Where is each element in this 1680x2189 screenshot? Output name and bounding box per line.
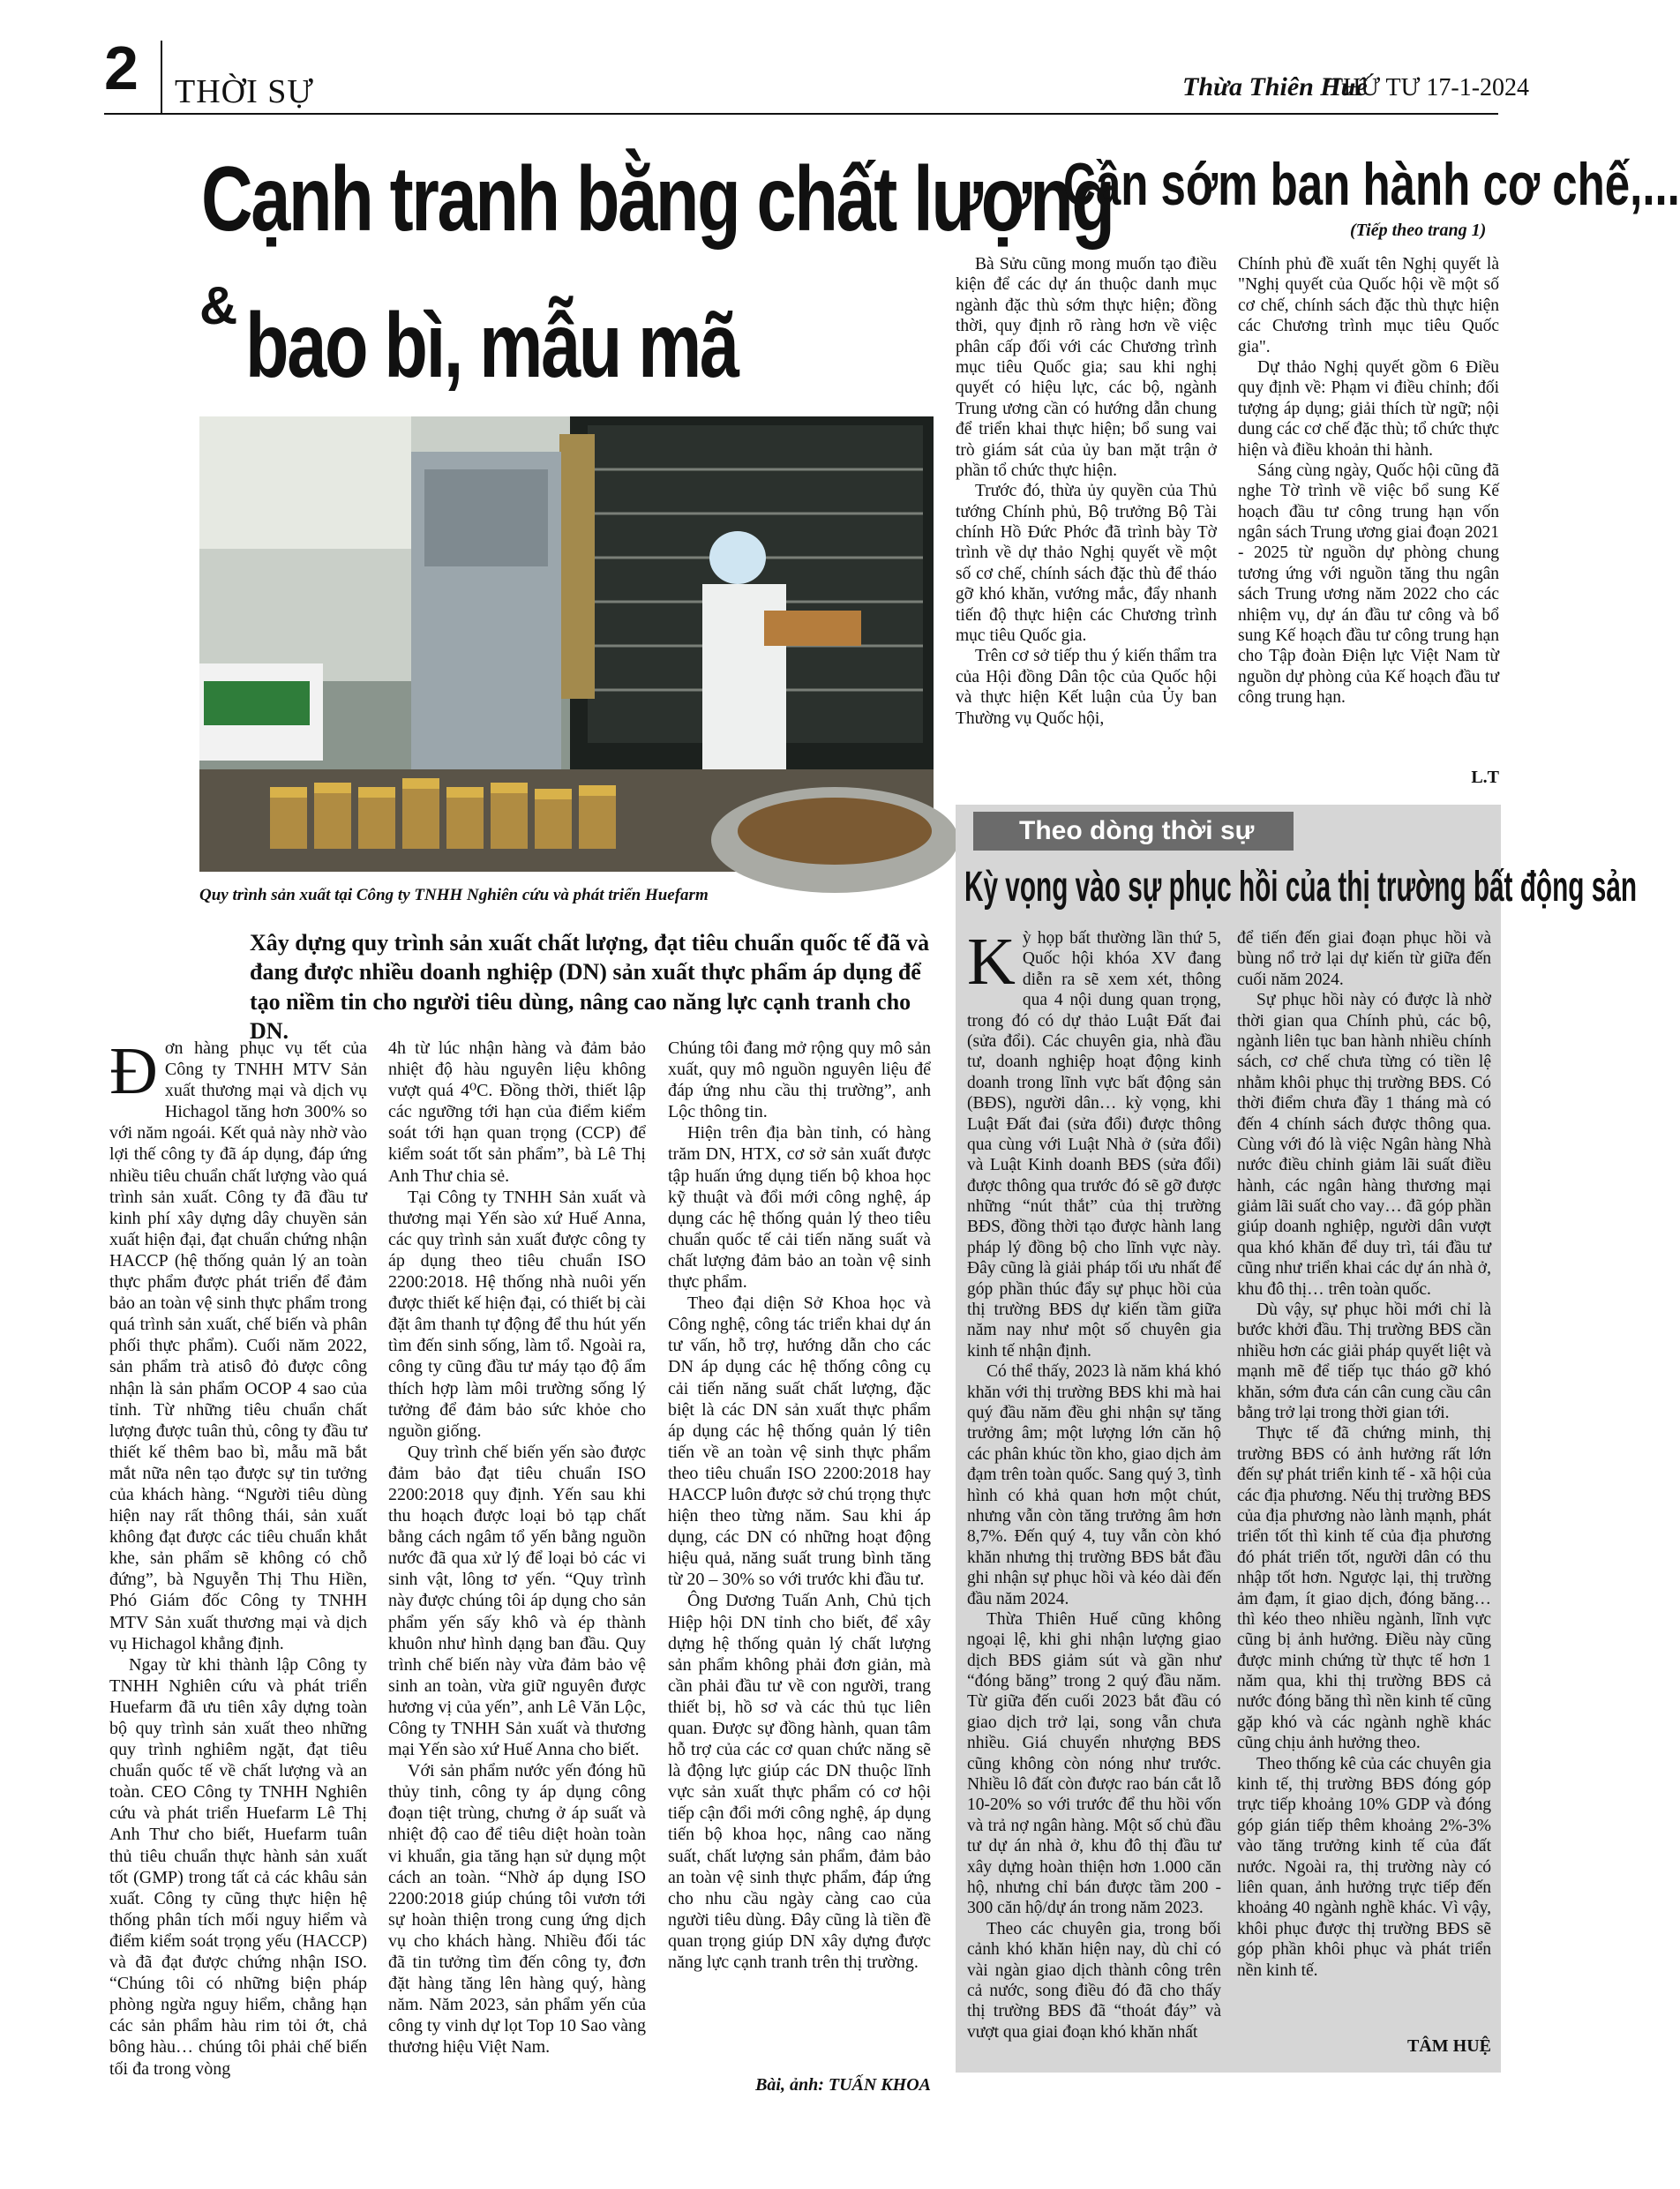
main-column-1: [109, 1034, 367, 2080]
continued-note: (Tiếp theo trang 1): [1350, 221, 1487, 240]
main-headline-line1: Cạnh tranh bằng chất lượng: [201, 148, 1114, 251]
production-photo: [199, 416, 934, 872]
main-column-3: [668, 1038, 931, 1973]
paragraph: Hiện trên địa bàn tỉnh, có hàng trăm DN, HTX, cơ sở sản xuất được tập huấn ứng dụng tiến bộ khoa học kỹ thuật và đổi mới công nghệ, áp dụng các hệ thống quản lý theo tiêu chuẩn quốc tế cải tiến năng suất và chất lượng đảm bảo an toàn vệ sinh thực phẩm.: [668, 1123, 931, 1293]
paragraph: Có thể thấy, 2023 là năm khá khó khăn với thị trường BĐS khi mà hai quý đầu năm đều ghi nhận sự tăng trưởng âm; một lượng lớn căn hộ các phân khúc tồn kho, giao dịch ảm đạm trên toàn quốc. Sang quý 3, tình hình có khả quan hơn một chút, nhưng vẫn còn tăng trưởng âm hơn 8,7%. Đến quý 4, tuy vẫn còn khó khăn nhưng thị trường BĐS bắt đầu ghi nhận sự phục hồi và kéo dài đến đầu năm 2024.: [967, 1362, 1221, 1608]
main-headline-line2: bao bì, mẫu mã: [245, 295, 738, 397]
article-lead: Xây dựng quy trình sản xuất chất lượng, đạt tiêu chuẩn quốc tế đã và đang được nhiều doanh nghiệp (DN) sản xuất thực phẩm áp dụng để tạo niềm tin cho người tiêu dùng, nâng cao năng lực cạnh tranh cho DN.: [250, 930, 930, 1044]
paragraph: Quy trình chế biến yến sào được đảm bảo đạt tiêu chuẩn ISO 2200:2018 quy định. Yến sau khi thu hoạch được loại bỏ tạp chất bằng cách ngâm tổ yến bằng nguồn nước đã qua xử lý để loại bỏ các vi sinh vật, lông tơ yến. “Quy trình này được chúng tôi áp dụng cho sản phẩm yến sấy khô và ép thành khuôn như hình dạng ban đầu. Quy trình chế biến này vừa đảm bảo vệ sinh an toàn, vừa giữ nguyên được hương vị của yến”, anh Lê Văn Lộc, Công ty TNHH Sản xuất và thương mại Yến sào xứ Huế Anna cho biết.: [388, 1442, 646, 1760]
paragraph: Sự phục hồi này có được là nhờ thời gian qua Chính phủ, các bộ, ngành liên tục ban hành nhiều chính sách, cơ chế chưa từng có tiền lệ nhằm khôi phục thị trường BĐS. Có thời điểm chưa đầy 1 tháng mà có đến 4 chính sách được thông qua. Cùng với đó là việc Ngân hàng Nhà nước điều chỉnh giảm lãi suất điều hành, các ngân hàng thương mại giảm lãi suất cho vay… đã góp phần giúp doanh nghiệp, người dân vượt qua khó khăn để duy trì, tái đầu tư cũng như triển khai các dự án nhà ở, khu đô thị… trên toàn quốc.: [1237, 991, 1491, 1299]
main-column-2: [388, 1038, 646, 2058]
paragraph: Trên cơ sở tiếp thu ý kiến thẩm tra của Hội đồng Dân tộc của Quốc hội và thực hiện Kết luận của Ủy ban Thường vụ Quốc hội,: [956, 647, 1217, 728]
right-article-column-2: [1238, 254, 1499, 708]
right-article-byline: L.T: [1471, 768, 1499, 787]
paragraph: Trước đó, thừa ủy quyền của Thủ tướng Chính phủ, Bộ trưởng Bộ Tài chính Hồ Đức Phớc đã trình bày Tờ trình về dự thảo Nghị quyết về một số cơ chế, chính sách đặc thù để tháo gỡ khó khăn, vướng mắc, đẩy nhanh tiến độ thực hiện các Chương trình mục tiêu Quốc gia.: [956, 482, 1217, 646]
paragraph: Thừa Thiên Huế cũng không ngoại lệ, khi ghi nhận lượng giao dịch BĐS giảm sút và gần như “đóng băng” trong 2 quý đầu năm. Từ giữa đến cuối 2023 bắt đầu có giao dịch trở lại, song vẫn chưa nhiều. Giá chuyển nhượng BĐS cũng không còn nóng như trước. Nhiều lô đất còn được rao bán cắt lỗ 10-20% so với trước để thu hồi vốn và trả nợ ngân hàng. Một số chủ đầu tư dự án nhà ở, khu đô thị đầu tư xây dựng hoàn thiện hơn 1.000 căn hộ, nhưng chỉ bán được tầm 200 - 300 căn hộ/dự án trong năm 2023.: [967, 1609, 1221, 1918]
main-byline: Bài, ảnh: TUẤN KHOA: [755, 2075, 931, 2095]
page-number: 2: [104, 34, 139, 102]
right-article-headline: Cần sớm ban hành cơ chế,...: [1063, 151, 1680, 218]
header-rule: [104, 113, 1498, 115]
issue-date: THỨ TƯ 17-1-2024: [1328, 74, 1530, 101]
paragraph: 4h từ lúc nhận hàng và đảm bảo nhiệt độ hàu nguyên liệu không vượt quá 4⁰C. Đồng thời, thiết lập các ngưỡng tới hạn của điểm kiểm soát tới hạn quan trọng (CCP) để kiểm soát tốt sản phẩm”, bà Lê Thị Anh Thư chia sẻ.: [388, 1038, 646, 1186]
section-name: THỜI SỰ: [175, 73, 314, 110]
paragraph: Chúng tôi đang mở rộng quy mô sản xuất, quy mô nguồn nguyên liệu để đáp ứng nhu cầu thị trường”, anh Lộc thông tin.: [668, 1038, 931, 1122]
paragraph: Sáng cùng ngày, Quốc hội cũng đã nghe Tờ trình về việc bổ sung Kế hoạch đầu tư công trung hạn vốn ngân sách Trung ương giai đoạn 2021 - 2025 từ nguồn dự phòng chung tương ứng với nguồn tăng thu ngân sách Trung ương năm 2022 cho các nhiệm vụ, dự án đầu tư công và bổ sung Kế hoạch đầu tư công trung hạn cho Tập đoàn Điện lực Việt Nam từ nguồn dự phòng của Kế hoạch đầu tư công trung hạn.: [1238, 461, 1499, 708]
paragraph: Chính phủ đề xuất tên Nghị quyết là "Nghị quyết của Quốc hội về một số cơ chế, chính sách đặc thù thực hiện các Chương trình mục tiêu Quốc gia".: [1238, 255, 1499, 356]
commentary-byline: TÂM HUỆ: [1407, 2036, 1491, 2056]
paragraph: Dù vậy, sự phục hồi mới chỉ là bước khởi đầu. Thị trường BĐS cần nhiều hơn các giải pháp quyết liệt và mạnh mẽ để tiếp tục tháo gỡ khó khăn, sớm đưa cán cân cung cầu cân bằng trở lại trong thời gian tới.: [1237, 1301, 1491, 1422]
paragraph: Với sản phẩm nước yến đóng hũ thủy tinh, công ty áp dụng công đoạn tiệt trùng, chưng ở áp suất và nhiệt độ cao để tiêu diệt hoàn toàn vi khuẩn, gia tăng hạn sử dụng một cách an toàn. “Nhờ áp dụng ISO 2200:2018 giúp chúng tôi vươn tới sự hoàn thiện trong cung ứng dịch vụ cho khách hàng. Nhiều đối tác đã tin tưởng tìm đến công ty, đơn đặt hàng tăng lên hàng quý, hàng năm. Năm 2023, sản phẩm yến của công ty vinh dự lọt Top 10 Sao vàng thương hiệu Việt Nam.: [388, 1761, 646, 2058]
paragraph: Ngay từ khi thành lập Công ty TNHH Nghiên cứu và phát triển Huefarm đã ưu tiên xây dựng toàn bộ quy trình sản xuất theo những quy trình nghiêm ngặt, đạt tiêu chuẩn quốc tế về chất lượng và an toàn. CEO Công ty TNHH Nghiên cứu và phát triển Huefarm Lê Thị Anh Thư cho biết, Huefarm tuân thủ tiêu chuẩn thực hành sản xuất tốt (GMP) trong tất cả các khâu sản xuất. Công ty cũng thực hiện hệ thống phân tích mối nguy hiểm và điểm kiểm soát trọng yếu (HACCP) và đã đạt được chứng nhận ISO. “Chúng tôi có những biện pháp phòng ngừa nguy hiểm, chẳng hạn các sản phẩm hàu rim tỏi ớt, chả bông hàu… chúng tôi phải chế biến tối đa trong vòng: [109, 1654, 367, 2079]
commentary-column-1: [967, 925, 1221, 2043]
drop-cap: Đ: [109, 1034, 158, 1108]
paragraph: Đơn hàng phục vụ tết của Công ty TNHH MTV Sản xuất thương mại và dịch vụ Hichagol tăng hơn 300% so với năm ngoái. Kết quả này nhờ vào lợi thế công ty đã áp dụng, đáp ứng nhiều tiêu chuẩn chất lượng vào quá trình sản xuất. Công ty đã đầu tư kinh phí xây dựng dây chuyền sản xuất hiện đại, đạt chuẩn chứng nhận HACCP (hệ thống quản lý an toàn thực phẩm được phát triển để đảm bảo an toàn vệ sinh thực phẩm trong quá trình sản xuất, chế biến và phân phối thực phẩm). Cuối năm 2022, sản phẩm trà atisô đỏ được công nhận là sản phẩm OCOP 4 sao của tỉnh. Từ những tiêu chuẩn chất lượng được tuân thủ, công ty đầu tư thiết kế thêm bao bì, mẫu mã bắt mắt nữa nên tạo được sự tin tưởng của khách hàng. “Người tiêu dùng hiện nay rất thông thái, sản xuất không đạt được các tiêu chuẩn khắt khe, sản phẩm sẽ không có chỗ đứng”, bà Nguyễn Thị Thu Hiền, Phó Giám đốc Công ty TNHH MTV Sản xuất thương mại và dịch vụ Hichagol khẳng định.: [109, 1034, 367, 1653]
commentary-column-2: [1237, 928, 1491, 1981]
right-article-column-1: [956, 254, 1217, 729]
paragraph: Tại Công ty TNHH Sản xuất và thương mại Yến sào xứ Huế Anna, các quy trình sản xuất được công ty áp dụng theo tiêu chuẩn ISO 2200:2018. Hệ thống nhà nuôi yến được thiết kế hiện đại, có thiết bị cài đặt âm thanh tự động để thu hút yến tìm đến sinh sống, làm tổ. Ngoài ra, công ty cũng đầu tư máy tạo độ ẩm thích hợp làm môi trường sống lý tưởng để đảm bảo sức khỏe cho nguồn giống.: [388, 1187, 646, 1441]
newspaper-brand: Thừa Thiên Huế: [1182, 72, 1368, 101]
paragraph: Theo thống kê của các chuyên gia kinh tế, thị trường BĐS đóng góp trực tiếp khoảng 10% GDP và đóng góp gián tiếp thêm khoảng 2%-3% vào tăng trưởng kinh tế của đất nước. Ngoài ra, thị trường này có liên quan, ảnh hưởng trực tiếp đến khoảng 40 ngành nghề khác. Vì vậy, khôi phục được thị trường BĐS sẽ góp phần khôi phục và phát triển nền kinh tế.: [1237, 1754, 1491, 1980]
main-headline-ampersand: &: [199, 276, 238, 335]
paragraph: Dự thảo Nghị quyết gồm 6 Điều quy định về: Phạm vi điều chỉnh; đối tượng áp dụng; giải thích từ ngữ; nội dung các cơ chế đặc thù; tổ chức thực hiện và điều khoản thi hành.: [1238, 357, 1499, 460]
photo-caption: Quy trình sản xuất tại Công ty TNHH Nghiên cứu và phát triển Huefarm: [199, 886, 709, 904]
paragraph: để tiến đến giai đoạn phục hồi và bùng nổ trở lại dự kiến từ giữa đến cuối năm 2024.: [1237, 929, 1491, 989]
drop-cap: K: [967, 925, 1016, 999]
paragraph: Theo đại diện Sở Khoa học và Công nghệ, công tác triển khai dự án tư vấn, hỗ trợ, hướng dẫn cho các DN áp dụng các hệ thống công cụ cải tiến năng suất chất lượng, đặc biệt là các DN sản xuất thực phẩm áp dụng các hệ thống quản lý tiên tiến về an toàn vệ sinh thực phẩm theo tiêu chuẩn ISO 2200:2018 hay HACCP luôn được sở chú trọng thực hiện theo từng năm. Sau khi áp dụng, các DN có những hoạt động hiệu quả, năng suất trung bình tăng từ 20 – 30% so với trước khi đầu tư.: [668, 1293, 931, 1590]
column-tag: Theo dòng thời sự: [973, 812, 1294, 851]
production-photo-illustration: [199, 416, 934, 872]
paragraph: Theo các chuyên gia, trong bối cảnh khó khăn hiện nay, dù chỉ có vài ngàn giao dịch thành công trên cả nước, song điều đó đã cho thấy thị trường BĐS đã “thoát đáy” và vượt qua giai đoạn khó khăn nhất: [967, 1919, 1221, 2042]
paragraph: Kỳ họp bất thường lần thứ 5, Quốc hội khóa XV đang diễn ra sẽ xem xét, thông qua 4 nội dung quan trọng, trong đó có dự thảo Luật Đất đai (sửa đổi). Các chuyên gia, nhà đầu tư, doanh nghiệp hoạt động kinh doanh trong lĩnh vực bất động sản (BĐS), người dân… kỳ vọng, khi Luật Đất đai (sửa đổi) được thông qua cùng với Luật Nhà ở (sửa đổi) và Luật Kinh doanh BĐS (sửa đổi) được thông qua trước đó sẽ gỡ được những “nút thắt” của thị trường BĐS, đồng thời tạo được hành lang pháp lý đồng bộ cho lĩnh vực này. Đây cũng là giải pháp tối ưu nhất để góp phần thúc đẩy sự phục hồi của thị trường BĐS dự kiến tầm giữa năm nay như một số chuyên gia kinh tế nhận định.: [967, 925, 1221, 1361]
commentary-headline: Kỳ vọng vào sự phục hồi của thị trường bất động sản: [964, 864, 1638, 911]
paragraph: Bà Sửu cũng mong muốn tạo điều kiện để các dự án thuộc danh mục ngành đặc thù sớm thực hiện; đồng thời, quy định rõ ràng hơn về việc phân cấp đối với các Chương trình mục tiêu Quốc gia; sau khi nghị quyết có hiệu lực, các bộ, ngành Trung ương cần có hướng dẫn chung để triển khai thực hiện; bổ sung vai trò giám sát của ủy ban mặt trận ở phần tổ chức thực hiện.: [956, 255, 1217, 480]
paragraph: Thực tế đã chứng minh, thị trường BĐS có ảnh hưởng rất lớn đến sự phát triển kinh tế - xã hội của các địa phương. Nếu thị trường BĐS của địa phương nào lành mạnh, phát triển tốt thì kinh tế của địa phương đó phát triển tốt, người dân có thu nhập tốt hơn. Ngược lại, thị trường ảm đạm, ít giao dịch, đóng băng… thì kéo theo nhiều ngành, lĩnh vực cũng bị ảnh hưởng. Điều này cũng được minh chứng từ thực tế hơn 1 năm qua, khi thị trường BĐS cả nước đóng băng thì nền kinh tế cũng gặp khó và các ngành nghề khác cũng chịu ảnh hưởng theo.: [1237, 1424, 1491, 1753]
header-divider: [161, 41, 162, 113]
paragraph: Ông Dương Tuấn Anh, Chủ tịch Hiệp hội DN tỉnh cho biết, để xây dựng hệ thống quản lý chất lượng sản phẩm không phải đơn giản, mà cần phải đầu tư về con người, trang thiết bị, hồ sơ và các thủ tục liên quan. Được sự đồng hành, quan tâm hỗ trợ của các cơ quan chức năng sẽ là động lực giúp các DN thuộc lĩnh vực sản xuất thực phẩm có cơ hội tiếp cận đổi mới công nghệ, áp dụng tiến bộ khoa học, nâng cao năng suất, chất lượng sản phẩm, đảm bảo an toàn vệ sinh thực phẩm, đáp ứng cho nhu cầu ngày càng cao của người tiêu dùng. Đây cũng là tiền đề quan trọng giúp DN xây dựng được năng lực cạnh tranh trên thị trường.: [668, 1591, 931, 1973]
